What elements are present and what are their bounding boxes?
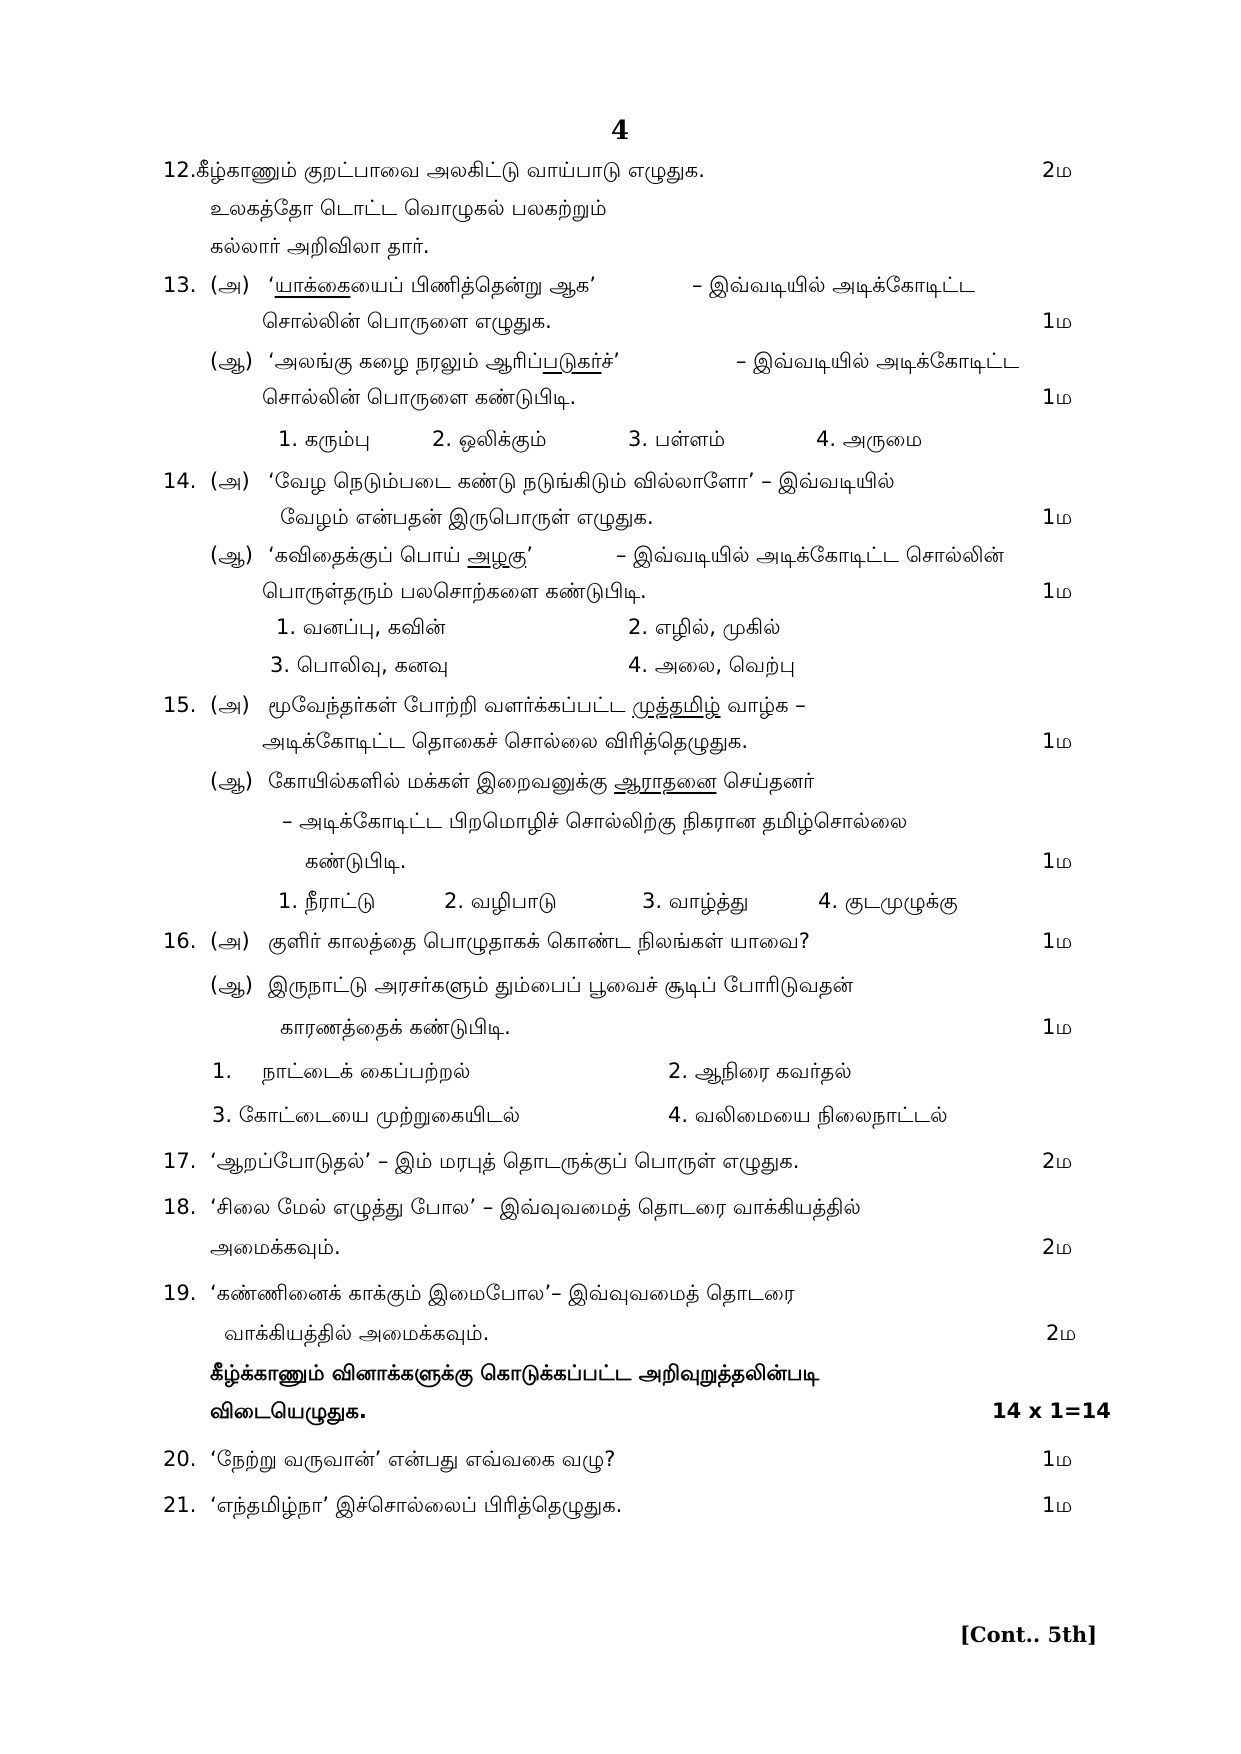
q14-option-2: 2. எழில், முகில்: [628, 615, 781, 639]
q12-text: கீழ்காணும் குறட்பாவை அலகிட்டு வாய்பாடு எழுதுக.: [196, 158, 705, 182]
q20-mark: 1ம: [1042, 1447, 1073, 1471]
q14b-underlined-word: அழகு: [467, 543, 527, 567]
q13-option-3: 3. பள்ளம்: [628, 427, 726, 451]
q18-number: 18.: [163, 1195, 197, 1219]
q15b-underlined-word: ஆராதனை: [614, 769, 717, 793]
q16a-label: (அ): [210, 929, 250, 953]
q15-number: 15.: [163, 693, 197, 717]
q12-number: 12.: [163, 158, 197, 182]
q21-number: 21.: [163, 1493, 197, 1517]
q14b-label: (ஆ): [210, 543, 253, 567]
q13a-quote: ‘யாக்கையைப் பிணித்தென்று ஆக’: [268, 273, 596, 297]
q13-number: 13.: [163, 273, 197, 297]
q21-text: ‘எந்தமிழ்நா’ இச்சொல்லைப் பிரித்தெழுதுக.: [210, 1493, 623, 1517]
q14a-line2: வேழம் என்பதன் இருபொருள் எழுதுக.: [280, 505, 654, 529]
q16-option-1-number: 1.: [212, 1059, 233, 1083]
q13-option-1: 1. கரும்பு: [278, 427, 371, 451]
q14-option-4: 4. அலை, வெற்பு: [628, 653, 796, 677]
continuation-note: [Cont.. 5th]: [960, 1622, 1098, 1647]
q15-option-3: 3. வாழ்த்து: [642, 889, 749, 913]
q13a-underlined-word: யாக்கை: [274, 273, 351, 297]
q13b-line2: சொல்லின் பொருளை கண்டுபிடி.: [262, 385, 577, 409]
q17-text: ‘ஆறப்போடுதல்’ – இம் மரபுத் தொடருக்குப் பொருள் எழுதுக.: [210, 1149, 800, 1173]
q12-verse-line1: உலகத்தோ டொட்ட வொழுகல் பலகற்றும்: [210, 196, 607, 220]
q13b-mark: 1ம: [1042, 385, 1073, 409]
q21-mark: 1ம: [1042, 1493, 1073, 1517]
q13b-quote: ‘அலங்கு கழை நரலும் ஆரிப்படுகர்ச்’: [268, 349, 620, 373]
q13b-label: (ஆ): [210, 349, 253, 373]
q13a-tail: – இவ்வடியில் அடிக்கோடிட்ட: [692, 273, 976, 297]
q16a-mark: 1ம: [1042, 929, 1073, 953]
q15a-text: மூவேந்தர்கள் போற்றி வளர்க்கப்பட்ட முத்தமிழ் வாழ்க –: [268, 693, 806, 717]
q13b-underlined-word: படுகர்: [542, 349, 602, 373]
q16-option-2: 2. ஆநிரை கவர்தல்: [668, 1059, 852, 1083]
q15b-text: கோயில்களில் மக்கள் இறைவனுக்கு ஆராதனை செய்தனர்: [268, 769, 815, 793]
q18-line2: அமைக்கவும்.: [210, 1235, 341, 1259]
q15a-label: (அ): [210, 693, 250, 717]
q19-line2: வாக்கியத்தில் அமைக்கவும்.: [224, 1321, 490, 1345]
q14a-label: (அ): [210, 469, 250, 493]
q14b-line2: பொருள்தரும் பலசொற்களை கண்டுபிடி.: [262, 579, 647, 603]
q17-mark: 2ம: [1042, 1149, 1073, 1173]
q19-text: ‘கண்ணினைக் காக்கும் இமைபோல’– இவ்வுவமைத் தொடரை: [210, 1281, 795, 1305]
q14a-mark: 1ம: [1042, 505, 1073, 529]
q13b-tail: – இவ்வடியில் அடிக்கோடிட்ட: [736, 349, 1020, 373]
q15-option-1: 1. நீராட்டு: [278, 889, 376, 913]
q16b-mark: 1ம: [1042, 1015, 1073, 1039]
q15b-line2: – அடிக்கோடிட்ட பிறமொழிச் சொல்லிற்கு நிகரான தமிழ்சொல்லை: [282, 809, 908, 833]
q16b-line2: காரணத்தைக் கண்டுபிடி.: [280, 1015, 511, 1039]
q15-option-2: 2. வழிபாடு: [444, 889, 557, 913]
q12-verse-line2: கல்லார் அறிவிலா தார்.: [210, 234, 430, 258]
q12-mark: 2ம: [1042, 158, 1073, 182]
q16-number: 16.: [163, 929, 197, 953]
q20-text: ‘நேற்று வருவான்’ என்பது எவ்வகை வழு?: [210, 1447, 616, 1471]
q14-option-1: 1. வனப்பு, கவின்: [276, 615, 446, 639]
q15-option-4: 4. குடமுழுக்கு: [818, 889, 958, 913]
q15a-mark: 1ம: [1042, 729, 1073, 753]
q16a-text: குளிர் காலத்தை பொழுதாகக் கொண்ட நிலங்கள் யாவை?: [268, 929, 810, 953]
q16b-text: இருநாட்டு அரசர்களும் தும்பைப் பூவைச் சூடிப் போரிடுவதன்: [268, 973, 853, 997]
q18-text: ‘சிலை மேல் எழுத்து போல’ – இவ்வுவமைத் தொடரை வாக்கியத்தில்: [210, 1195, 861, 1219]
q15b-line3: கண்டுபிடி.: [305, 849, 407, 873]
q18-mark: 2ம: [1042, 1235, 1073, 1259]
q17-number: 17.: [163, 1149, 197, 1173]
q14a-text: ‘வேழ நெடும்படை கண்டு நடுங்கிடும் வில்லாளோ’ – இவ்வடியில்: [268, 469, 895, 493]
page-number: 4: [610, 116, 630, 146]
q13-option-4: 4. அருமை: [816, 427, 923, 451]
q16b-label: (ஆ): [210, 973, 253, 997]
q20-number: 20.: [163, 1447, 197, 1471]
q19-number: 19.: [163, 1281, 197, 1305]
q14-number: 14.: [163, 469, 197, 493]
q14-option-3: 3. பொலிவு, கனவு: [270, 653, 449, 677]
q15b-mark: 1ம: [1042, 849, 1073, 873]
q16-option-3: 3. கோட்டையை முற்றுகையிடல்: [212, 1103, 521, 1127]
q13a-line2: சொல்லின் பொருளை எழுதுக.: [262, 309, 552, 333]
section-instruction-line2: விடையெழுதுக.: [210, 1399, 367, 1423]
q15a-underlined-word: முத்தமிழ்: [632, 693, 721, 717]
q13a-label: (அ): [210, 273, 250, 297]
q14b-mark: 1ம: [1042, 579, 1073, 603]
q15a-line2: அடிக்கோடிட்ட தொகைச் சொல்லை விரித்தெழுதுக.: [262, 729, 749, 753]
section-marks: 14 x 1=14: [992, 1399, 1111, 1423]
section-instruction-line1: கீழ்க்காணும் வினாக்களுக்கு கொடுக்கப்பட்ட அறிவுறுத்தலின்படி: [210, 1361, 820, 1385]
q16-option-1: நாட்டைக் கைப்பற்றல்: [262, 1059, 471, 1083]
q14b-quote: ‘கவிதைக்குப் பொய் அழகு’: [268, 543, 533, 567]
q16-option-4: 4. வலிமையை நிலைநாட்டல்: [668, 1103, 948, 1127]
q19-mark: 2ம: [1046, 1321, 1077, 1345]
q13a-mark: 1ம: [1042, 309, 1073, 333]
q15b-label: (ஆ): [210, 769, 253, 793]
q14b-tail: – இவ்வடியில் அடிக்கோடிட்ட சொல்லின்: [616, 543, 1004, 567]
q13-option-2: 2. ஒலிக்கும்: [432, 427, 547, 451]
